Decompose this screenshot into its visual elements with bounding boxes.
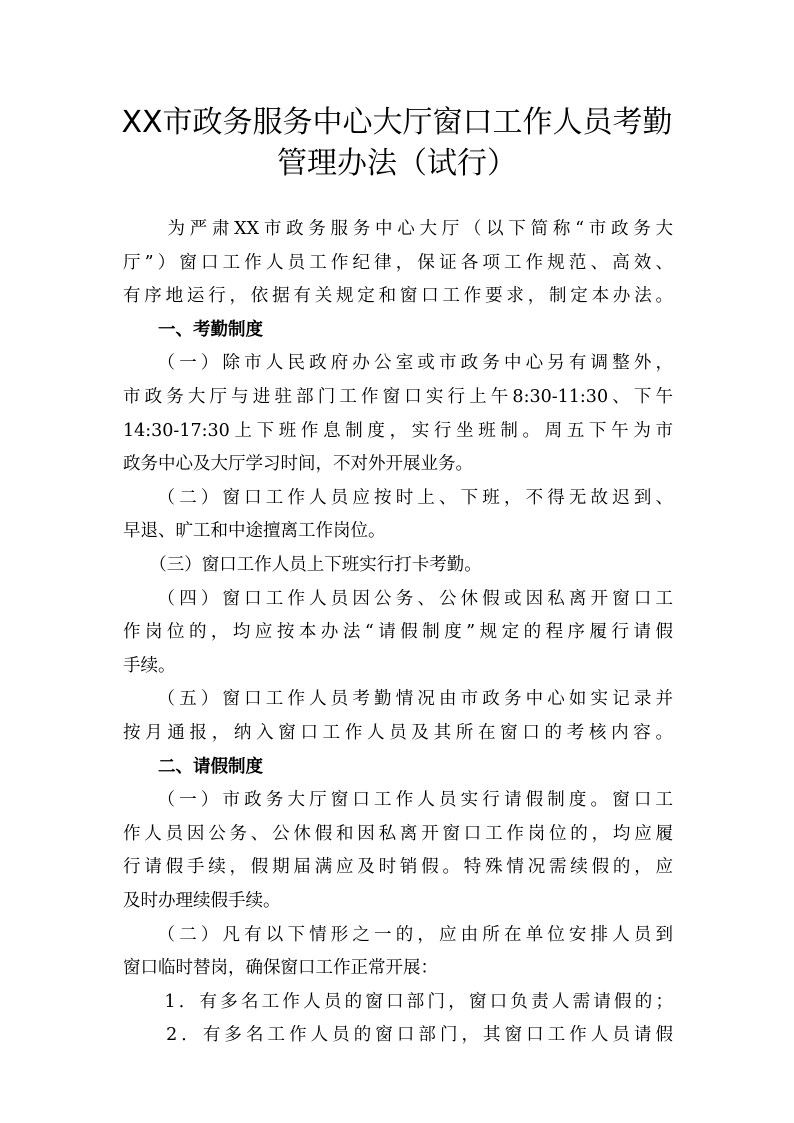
- body-text-line: 及时办理续假手续。: [123, 891, 281, 911]
- section-heading: 一、考勤制度: [123, 319, 263, 340]
- body-text-line: 作人员因公务、公休假和因私离开窗口工作岗位的，均应履: [123, 823, 673, 844]
- body-text-line: （一）市政务大厅窗口工作人员实行请假制度。窗口工: [123, 790, 673, 811]
- body-text-line: （五）窗口工作人员考勤情况由市政务中心如实记录并: [123, 689, 673, 710]
- body-text-line: 2．有多名工作人员的窗口部门，其窗口工作人员请假: [123, 1025, 673, 1046]
- body-text-line: 1．有多名工作人员的窗口部门，窗口负责人需请假的；: [123, 991, 673, 1012]
- body-text-line: 有序地运行，依据有关规定和窗口工作要求，制定本办法。: [123, 286, 673, 307]
- body-text-line: （二）凡有以下情形之一的，应由所在单位安排人员到: [123, 924, 673, 945]
- document-title-line-1: XX市政务服务中心大厅窗口工作人员考勤: [121, 105, 673, 140]
- body-text-line: （二）窗口工作人员应按时上、下班，不得无故迟到、: [123, 487, 673, 508]
- body-text-line: （三）窗口工作人员上下班实行打卡考勤。: [123, 555, 482, 575]
- body-text-line: 政务中心及大厅学习时间，不对外开展业务。: [123, 454, 473, 475]
- body-text-line: 为严肃XX市政务服务中心大厅（以下简称“市政务大: [123, 219, 673, 239]
- body-text-line: （四）窗口工作人员因公务、公休假或因私离开窗口工: [123, 588, 673, 609]
- body-text-line: 作岗位的，均应按本办法“请假制度”规定的程序履行请假: [123, 622, 673, 643]
- body-text-line: 厅”）窗口工作人员工作纪律，保证各项工作规范、高效、: [123, 252, 673, 273]
- body-text-line: 早退、旷工和中途擅离工作岗位。: [123, 521, 386, 542]
- body-text-line: 14:30-17:30上下班作息制度，实行坐班制。周五下午为市: [123, 420, 673, 441]
- body-text-line: （一）除市人民政府办公室或市政务中心另有调整外，: [123, 353, 673, 374]
- body-text-line: 市政务大厅与进驻部门工作窗口实行上午8:30-11:30、下午: [123, 387, 673, 407]
- section-heading: 二、请假制度: [123, 756, 263, 777]
- document-title-line-2: 管理办法（试行）: [277, 146, 517, 181]
- body-text-line: 手续。: [123, 655, 176, 676]
- body-text-line: 窗口临时替岗，确保窗口工作正常开展：: [123, 958, 438, 979]
- body-text-line: 行请假手续，假期届满应及时销假。特殊情况需续假的，应: [123, 857, 673, 878]
- body-text-line: 按月通报，纳入窗口工作人员及其所在窗口的考核内容。: [123, 723, 673, 743]
